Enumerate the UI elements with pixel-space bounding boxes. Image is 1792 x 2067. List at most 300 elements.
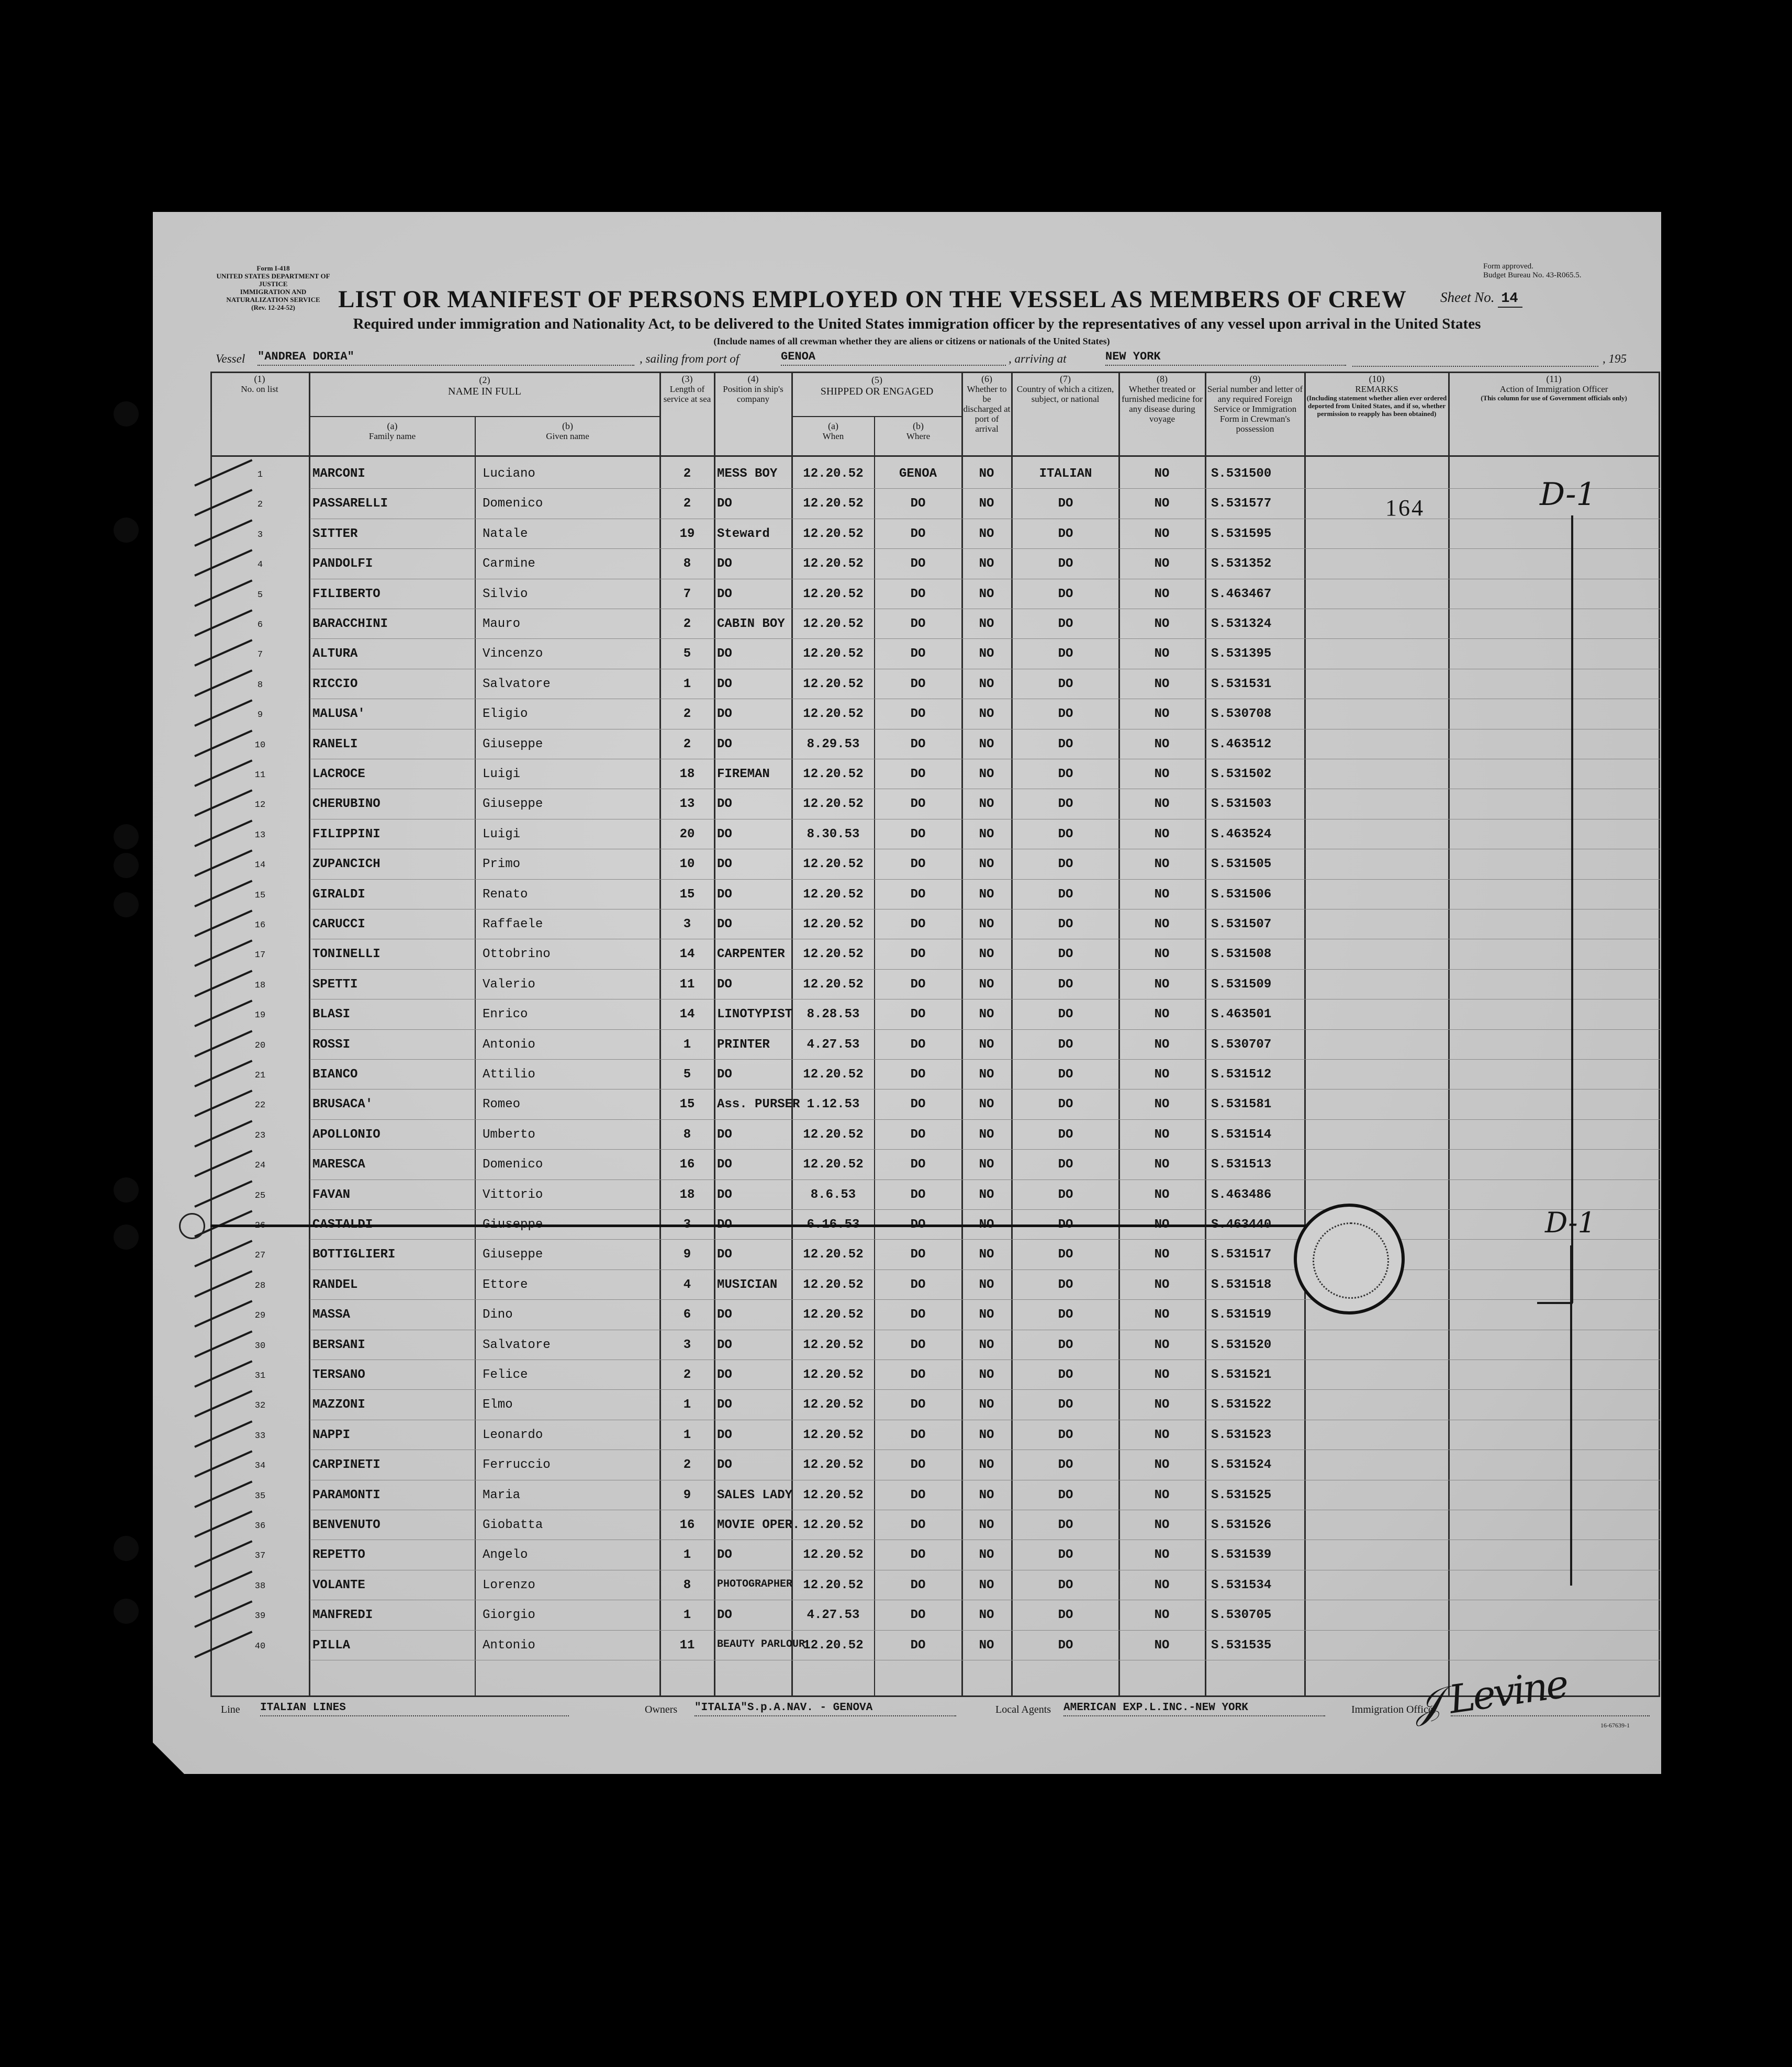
cell-given: Lorenzo [483,1578,535,1592]
cell-med: NO [1154,857,1170,872]
row-rule [310,879,1660,880]
cell-serial: S.530708 [1211,707,1272,722]
cell-pos: BEAUTY PARLOUR [717,1638,805,1650]
cell-when: 12.20.52 [803,797,864,812]
crew-row [210,1601,1660,1631]
shipped-subhead-rule [791,416,961,417]
cell-len: 11 [679,1638,695,1653]
cell-pos: DO [717,1608,732,1623]
crew-row [210,1060,1660,1090]
cell-dis: NO [979,1398,994,1412]
cell-serial: S.531512 [1211,1068,1272,1082]
cell-pos: DO [717,1127,732,1142]
cell-cty: DO [1058,1187,1073,1202]
cell-len: 2 [683,497,691,511]
cell-family: TONINELLI [312,947,380,962]
cell-where: DO [910,707,926,722]
cell-med: NO [1154,1097,1170,1112]
cell-med: NO [1154,1308,1170,1322]
cell-family: GIRALDI [312,887,365,902]
cell-cty: DO [1058,1428,1073,1442]
cell-len: 6 [683,1308,691,1322]
cell-when: 12.20.52 [803,887,864,902]
cell-med: NO [1154,647,1170,661]
cell-dis: NO [979,1608,994,1623]
cell-family: LACROCE [312,767,365,781]
binder-hole [114,1599,139,1624]
cell-pos: SALES LADY [717,1488,793,1502]
cell-dis: NO [979,1308,994,1322]
cell-family: PARAMONTI [312,1488,380,1502]
cell-serial: S.530707 [1211,1037,1272,1052]
cell-no: 24 [254,1161,266,1171]
cell-no: 29 [254,1311,266,1321]
cell-med: NO [1154,707,1170,722]
cell-family: MAZZONI [312,1398,365,1412]
cell-pos: MOVIE OPER. [717,1518,800,1532]
cell-len: 1 [683,1608,691,1623]
col-serial-header: (9) Serial number and letter of any required Foreign Service or Immigration Form in Crewman's possession [1207,374,1303,434]
binder-hole [114,518,139,543]
cell-cty: DO [1058,887,1073,902]
cell-pos: DO [717,1158,732,1172]
cell-cty: DO [1058,1248,1073,1262]
cell-cty: DO [1058,677,1073,691]
cell-med: NO [1154,1187,1170,1202]
cell-serial: S.531502 [1211,767,1272,781]
cell-given: Angelo [483,1548,528,1563]
cell-len: 1 [683,1398,691,1412]
cell-family: VOLANTE [312,1578,365,1592]
document-subtitle: Required under immigration and Nationality Act, to be delivered to the United States immigration officer by the representatives of any vessel upon arrival in the United States [353,316,1481,332]
cell-when: 12.20.52 [803,1158,864,1172]
cell-when: 12.20.52 [803,947,864,962]
cell-family: RICCIO [312,677,358,691]
action-mark-d1-top: D-1 [1540,476,1596,513]
cell-med: NO [1154,1158,1170,1172]
cell-cty: DO [1058,1398,1073,1412]
crew-row [210,970,1660,1000]
cell-serial: S.531595 [1211,526,1272,541]
cell-pos: DO [717,1548,732,1563]
col-discharged-header: (6) Whether to be discharged at port of arrival [963,374,1011,434]
cell-where: DO [910,1368,926,1382]
crew-row [210,760,1660,790]
cell-dis: NO [979,1488,994,1502]
cell-when: 12.20.52 [803,1368,864,1382]
crew-row [210,1390,1660,1420]
row-rule [310,1389,1660,1390]
cell-family: FAVAN [312,1187,351,1202]
cell-family: NAPPI [312,1428,351,1442]
cell-serial: S.531525 [1211,1488,1272,1502]
cell-dis: NO [979,977,994,992]
header-bottom-rule [210,455,1660,457]
cell-len: 20 [679,827,695,841]
budget-bureau-text: Budget Bureau No. 43-R065.5. [1483,271,1582,279]
cell-given: Carmine [483,557,535,571]
document-subnote: (Include names of all crewman whether they are aliens or citizens or nationals of the United States) [713,336,1110,346]
cell-pos: DO [717,1187,732,1202]
cell-serial: S.531577 [1211,497,1272,511]
cell-cty: DO [1058,947,1073,962]
cell-med: NO [1154,1638,1170,1653]
cell-no: 5 [257,590,263,600]
cell-len: 2 [683,1368,691,1382]
cell-dis: NO [979,1518,994,1532]
cell-cty: DO [1058,497,1073,511]
cell-no: 34 [254,1461,266,1471]
cell-med: NO [1154,1068,1170,1082]
cell-med: NO [1154,1458,1170,1473]
crew-row [210,1541,1660,1570]
cell-where: DO [910,1127,926,1142]
cell-cty: DO [1058,1518,1073,1532]
cell-serial: S.531503 [1211,797,1272,812]
cell-where: DO [910,526,926,541]
cell-when: 8.6.53 [810,1187,856,1202]
cell-where: DO [910,917,926,931]
cell-serial: S.531395 [1211,647,1272,661]
name-subhead-rule [310,416,660,417]
cell-when: 12.20.52 [803,677,864,691]
cell-len: 2 [683,707,691,722]
cell-serial: S.531535 [1211,1638,1272,1653]
crew-row [210,549,1660,579]
cell-len: 16 [679,1518,695,1532]
cell-pos: DO [717,827,732,841]
cell-serial: S.463467 [1211,587,1272,601]
cell-no: 33 [254,1431,266,1441]
cell-when: 4.27.53 [807,1037,860,1052]
cell-given: Giuseppe [483,1248,543,1262]
cell-no: 19 [254,1010,266,1021]
cell-when: 12.20.52 [803,1518,864,1532]
cell-med: NO [1154,977,1170,992]
cell-no: 9 [257,710,263,721]
cell-when: 12.20.52 [803,1338,864,1352]
cell-no: 18 [254,980,266,991]
cell-no: 15 [254,890,266,901]
cell-med: NO [1154,467,1170,481]
cell-given: Ottobrino [483,947,551,962]
sheet-label: Sheet No. [1440,289,1495,305]
cell-given: Romeo [483,1097,521,1112]
cell-cty: DO [1058,1037,1073,1052]
cell-dis: NO [979,1578,994,1592]
cell-med: NO [1154,1037,1170,1052]
cell-serial: S.531531 [1211,677,1272,691]
cell-cty: ITALIAN [1039,467,1092,481]
cell-len: 15 [679,1097,695,1112]
cell-cty: DO [1058,1548,1073,1563]
row-rule [310,638,1660,639]
line-value: ITALIAN LINES [260,1702,569,1716]
crew-row [210,940,1660,970]
cell-len: 2 [683,467,691,481]
cell-cty: DO [1058,1127,1073,1142]
cell-len: 3 [683,1338,691,1352]
col-length-header: (3) Length of service at sea [663,374,711,404]
sailing-port: GENOA [781,350,1006,366]
cell-given: Valerio [483,977,535,992]
cell-pos: MUSICIAN [717,1277,778,1292]
cell-pos: DO [717,557,732,571]
cell-dis: NO [979,1068,994,1082]
form-approval [1483,262,1640,280]
cell-family: TERSANO [312,1368,365,1382]
crew-row [210,790,1660,819]
cell-serial: S.531581 [1211,1097,1272,1112]
crew-row [210,1000,1660,1030]
cell-pos: DO [717,677,732,691]
row-rule [310,1059,1660,1060]
cell-where: DO [910,1488,926,1502]
cell-given: Enrico [483,1007,528,1022]
cell-serial: S.531507 [1211,917,1272,931]
cell-family: BRUSACA' [312,1097,373,1112]
cell-cty: DO [1058,917,1073,931]
cell-dis: NO [979,1277,994,1292]
col-medicine-header: (8) Whether treated or furnished medicine for any disease during voyage [1122,374,1203,424]
cell-pos: DO [717,1368,732,1382]
cell-where: DO [910,947,926,962]
cell-cty: DO [1058,1488,1073,1502]
binder-hole [114,824,139,849]
binder-hole [114,1536,139,1561]
action-bracket-top [1571,515,1573,1303]
cell-dis: NO [979,1007,994,1022]
cell-when: 12.20.52 [803,1488,864,1502]
form-approved-text: Form approved. [1483,262,1533,271]
cell-no: 6 [257,620,263,630]
cell-where: DO [910,1187,926,1202]
cell-where: DO [910,887,926,902]
cell-no: 21 [254,1071,266,1081]
cell-len: 11 [679,977,695,992]
cell-pos: DO [717,707,732,722]
cell-len: 3 [683,917,691,931]
crew-row [210,1421,1660,1451]
cell-given: Ferruccio [483,1458,551,1473]
cell-cty: DO [1058,1277,1073,1292]
cell-no: 28 [254,1280,266,1291]
cell-cty: DO [1058,767,1073,781]
cell-family: SITTER [312,526,358,541]
cell-no: 30 [254,1341,266,1351]
cell-when: 12.20.52 [803,617,864,631]
cell-len: 8 [683,1578,691,1592]
cell-where: DO [910,767,926,781]
cell-no: 16 [254,920,266,930]
cell-len: 1 [683,677,691,691]
cell-dis: NO [979,526,994,541]
cell-dis: NO [979,767,994,781]
cell-no: 38 [254,1581,266,1591]
cell-cty: DO [1058,1338,1073,1352]
cell-where: DO [910,1338,926,1352]
cell-dis: NO [979,1097,994,1112]
cell-serial: S.530705 [1211,1608,1272,1623]
crew-row [210,1240,1660,1270]
cell-family: APOLLONIO [312,1127,380,1142]
cell-serial: S.531534 [1211,1578,1272,1592]
cell-len: 10 [679,857,695,872]
row-rule [310,1209,1660,1210]
cell-dis: NO [979,1428,994,1442]
cell-family: MARCONI [312,467,365,481]
cell-pos: CARPENTER [717,947,785,962]
cell-given: Antonio [483,1037,535,1052]
cell-family: BLASI [312,1007,351,1022]
consular-seal [1294,1204,1405,1315]
cell-med: NO [1154,887,1170,902]
cell-where: DO [910,1037,926,1052]
row-rule [310,1630,1660,1631]
cell-cty: DO [1058,1097,1073,1112]
crew-row [210,1090,1660,1120]
col-name-header: (2) NAME IN FULL [448,375,521,397]
cell-given: Attilio [483,1068,535,1082]
form-code: 16-67639-1 [1600,1722,1630,1729]
cell-family: PASSARELLI [312,497,388,511]
action-bracket-bottom [1570,1245,1572,1586]
col-remarks-header: (10) REMARKS (Including statement whether alien ever ordered deported from United States, and if so, whether permission to reapply has been obtained) [1306,374,1447,418]
cell-given: Giuseppe [483,797,543,812]
cell-med: NO [1154,917,1170,931]
binder-hole [114,892,139,917]
cell-where: DO [910,1308,926,1322]
cell-len: 14 [679,1007,695,1022]
cell-len: 4 [683,1277,691,1292]
cell-given: Primo [483,857,521,872]
cell-pos: DO [717,1338,732,1352]
col-given-header: (b) Given name [546,421,589,441]
cell-given: Silvio [483,587,528,601]
cell-serial: S.531506 [1211,887,1272,902]
cell-given: Antonio [483,1638,535,1653]
cell-dis: NO [979,887,994,902]
cell-serial: S.531523 [1211,1428,1272,1442]
cell-where: DO [910,1428,926,1442]
cell-family: BARACCHINI [312,617,388,631]
cell-no: 3 [257,530,263,540]
cell-pos: DO [717,797,732,812]
cell-dis: NO [979,467,994,481]
strike-line [210,1225,1336,1227]
col-position-header: (4) Position in ship's company [723,374,783,404]
cell-where: DO [910,677,926,691]
crew-row [210,489,1660,519]
cell-when: 8.29.53 [807,737,860,751]
action-mark-d1-bottom: D-1 [1545,1206,1596,1239]
cell-dis: NO [979,1338,994,1352]
cell-no: 39 [254,1611,266,1622]
cell-len: 18 [679,1187,695,1202]
cell-when: 12.20.52 [803,917,864,931]
crew-row [210,910,1660,940]
officer-signature: 𝒥 Levine [1412,1661,1570,1727]
cell-when: 12.20.52 [803,526,864,541]
cell-pos: DO [717,887,732,902]
cell-pos: DO [717,647,732,661]
cell-pos: DO [717,1458,732,1473]
cell-no: 40 [254,1641,266,1652]
cell-cty: DO [1058,587,1073,601]
cell-pos: DO [717,977,732,992]
cell-pos: DO [717,1308,732,1322]
cell-given: Luigi [483,767,521,781]
cell-dis: NO [979,587,994,601]
row-rule [310,1239,1660,1240]
arriving-label: , arriving at [1009,352,1067,365]
cell-when: 12.20.52 [803,1277,864,1292]
cell-pos: PRINTER [717,1037,770,1052]
cell-when: 12.20.52 [803,1068,864,1082]
cell-no: 2 [257,500,263,510]
cell-pos: DO [717,497,732,511]
cell-no: 20 [254,1040,266,1051]
vessel-name: "ANDREA DORIA" [257,350,634,366]
cell-serial: S.531520 [1211,1338,1272,1352]
cell-dis: NO [979,917,994,931]
cell-when: 12.20.52 [803,497,864,511]
cell-dis: NO [979,647,994,661]
cell-where: DO [910,1097,926,1112]
cell-serial: S.531505 [1211,857,1272,872]
cell-serial: S.531500 [1211,467,1272,481]
cell-cty: DO [1058,1368,1073,1382]
cell-no: 35 [254,1491,266,1501]
cell-med: NO [1154,1007,1170,1022]
crew-row [210,730,1660,760]
cell-pos: Ass. PURSER [717,1097,800,1112]
cell-med: NO [1154,677,1170,691]
cell-cty: DO [1058,617,1073,631]
cell-len: 5 [683,647,691,661]
cell-cty: DO [1058,1578,1073,1592]
cell-med: NO [1154,1338,1170,1352]
cell-cty: DO [1058,977,1073,992]
cell-family: REPETTO [312,1548,365,1563]
cell-family: ALTURA [312,647,358,661]
cell-cty: DO [1058,526,1073,541]
cell-pos: MESS BOY [717,467,778,481]
cell-where: DO [910,587,926,601]
cell-len: 9 [683,1488,691,1502]
cell-med: NO [1154,737,1170,751]
cell-family: ZUPANCICH [312,857,380,872]
cell-family: CARPINETI [312,1458,380,1473]
cell-where: DO [910,1158,926,1172]
agency-service: IMMIGRATION AND NATURALIZATION SERVICE [226,288,320,304]
crew-row [210,1150,1660,1180]
cell-where: DO [910,1007,926,1022]
cell-med: NO [1154,497,1170,511]
cell-len: 8 [683,557,691,571]
cell-dis: NO [979,1187,994,1202]
owners-value: "ITALIA"S.p.A.NAV. - GENOVA [695,1702,956,1716]
cell-len: 1 [683,1548,691,1563]
crew-row [210,700,1660,729]
cell-dis: NO [979,1127,994,1142]
cell-cty: DO [1058,1608,1073,1623]
cell-med: NO [1154,526,1170,541]
cell-no: 14 [254,860,266,871]
cell-when: 12.20.52 [803,1428,864,1442]
cell-where: DO [910,647,926,661]
row-rule [310,1149,1660,1150]
